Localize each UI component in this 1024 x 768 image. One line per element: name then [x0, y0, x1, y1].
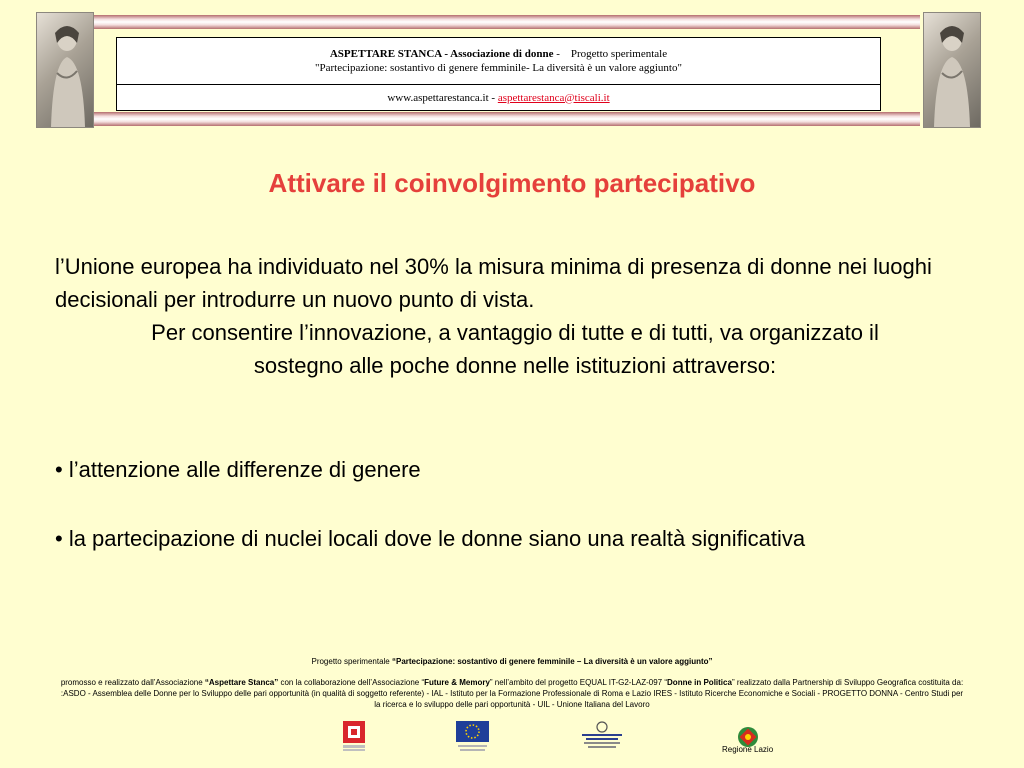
header-box	[116, 37, 881, 111]
slide-paragraph-2: Per consentire l’innovazione, a vantaggio di tutte e di tutti, va organizzato il sostegno alle poche donne nelle istituzioni attraverso:	[151, 320, 879, 378]
portrait-right-image	[923, 12, 981, 128]
slide-paragraph-1: l’Unione europea ha individuato nel 30% la misura minima di presenza di donne nei luoghi decisionali per introdurre un nuovo punto di vista.	[55, 254, 932, 312]
header-website: www.aspettarestanca.it	[387, 91, 489, 104]
bullet-item-2: • la partecipazione di nuclei locali dove le donne siano una realtà significativa	[55, 526, 806, 551]
footer-credits-part-d: Future & Memory	[424, 678, 490, 687]
ministero-lavoro-logo-icon	[576, 721, 628, 752]
header-project-title: "Partecipazione: sostantivo di genere femminile- La diversità è un valore aggiunto"	[315, 62, 682, 74]
header-separator: -	[553, 48, 563, 60]
header-links-row	[117, 85, 880, 110]
footer-credits-part-g: ” realizzato dalla Partnership di Sviluppo Geografica costituita da: :ASDO - Assemblea delle Donne per lo Sviluppo delle pari opportunità (in qualità di soggetto referente) - IAL - Istituto per la Formazione Professionale di Roma e Lazio IRES - Istituto Ricerche Economiche e Sociali - PROGETTO DONNA - Centro Studi per la ricerca e lo sviluppo delle pari opportunità - UIL - Unione Italiana del Lavoro	[60, 678, 964, 709]
footer-project-title: “Partecipazione: sostantivo di genere femminile – La diversità è un valore aggiunto”	[391, 657, 713, 666]
header-link-separator: -	[488, 91, 498, 104]
header-project-row	[117, 38, 880, 85]
footer-project-line	[60, 656, 964, 667]
banner-top-band	[94, 15, 920, 29]
portrait-left-image	[36, 12, 94, 128]
header-email-link[interactable]: aspettarestanca@tiscali.it	[497, 91, 610, 104]
header-project-label: Progetto sperimentale	[570, 48, 668, 60]
slide-title: Attivare il coinvolgimento partecipativo	[268, 168, 756, 198]
footer-credits-part-c: con la collaborazione dell’Associazione “	[278, 678, 425, 687]
header-org-name: ASPETTARE STANCA - Associazione di donne	[329, 48, 554, 60]
footer-credits-part-f: Donne in Politica	[667, 678, 732, 687]
footer-credits	[60, 677, 964, 710]
regione-lazio-label: Regione Lazio	[722, 745, 774, 754]
eu-flag-logo-icon	[456, 721, 489, 752]
bullet-item-1: • l’attenzione alle differenze di genere	[55, 457, 421, 482]
footer-credits-part-b: “Aspettare Stanca”	[204, 678, 279, 687]
footer-credits-part-e: ” nell’ambito del progetto EQUAL IT-G2-LAZ-097 “	[489, 678, 668, 687]
footer-credits-part-a: promosso e realizzato dall’Associazione	[60, 678, 205, 687]
equal-e-logo-icon	[343, 721, 365, 752]
footer-project-prefix: Progetto sperimentale	[311, 657, 392, 666]
banner-bottom-band	[94, 112, 920, 126]
